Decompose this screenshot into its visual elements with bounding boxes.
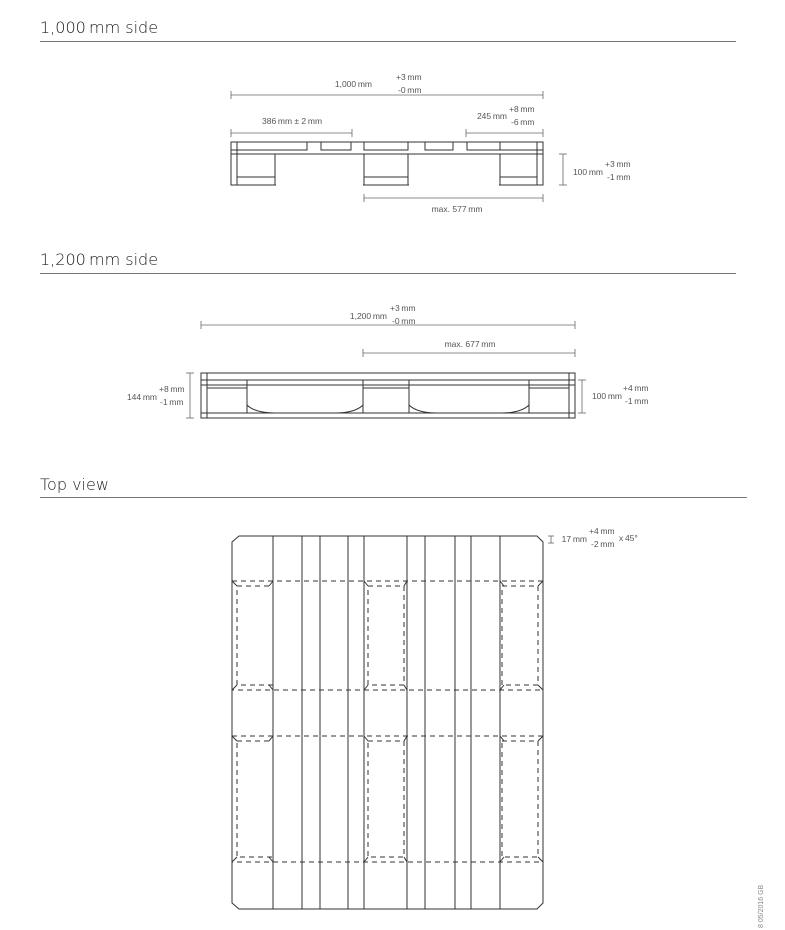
section-title-1200-side: 1,200 mm side (40, 250, 159, 269)
dim-max-577: max. 577 mm (431, 204, 483, 214)
dim-total-height-value: 144 mm (126, 392, 157, 402)
dim-overall-1000-value: 1,000 mm (334, 79, 372, 89)
dim-end-block-value: 245 mm (476, 111, 507, 121)
top-view-drawing (232, 526, 638, 909)
dim-height-1200-value: 100 mm (591, 391, 622, 401)
dim-height-1000-tol-minus: -1 mm (607, 172, 631, 182)
dim-chamfer-angle: x 45° (619, 533, 638, 543)
dim-overall-1000-tol-plus: +3 mm (396, 72, 422, 82)
document-footer-code: 8 05/2016 GB (758, 884, 765, 928)
dim-max-677: max. 677 mm (444, 339, 496, 349)
pallet-outline (232, 536, 543, 909)
section-title-top-view: Top view (40, 475, 109, 494)
dim-height-1200-tol-minus: -1 mm (625, 396, 649, 406)
section-title-1000-side: 1,000 mm side (40, 18, 159, 37)
dim-total-height-tol-minus: -1 mm (160, 397, 184, 407)
dim-chamfer-tol-minus: -2 mm (591, 539, 615, 549)
dim-overall-1200-tol-plus: +3 mm (390, 303, 416, 313)
dim-chamfer-tol-plus: +4 mm (589, 526, 615, 536)
dim-height-1000-tol-plus: +3 mm (605, 159, 631, 169)
side-1000-drawing (231, 72, 631, 214)
dim-overall-1200-value: 1,200 mm (349, 311, 387, 321)
dim-end-block-tol-plus: +8 mm (509, 104, 535, 114)
side-1200-drawing (127, 303, 649, 418)
dim-total-height-tol-plus: +8 mm (159, 384, 185, 394)
dim-block-spacing-value: 386 mm ± 2 mm (262, 116, 323, 126)
dim-height-1200-tol-plus: +4 mm (623, 383, 649, 393)
dim-overall-1200-tol-minus: -0 mm (392, 316, 416, 326)
dim-height-1000-value: 100 mm (572, 167, 603, 177)
dim-end-block-tol-minus: -6 mm (511, 117, 535, 127)
dim-overall-1000-tol-minus: -0 mm (398, 85, 422, 95)
dim-chamfer-value: 17 mm (561, 534, 587, 544)
